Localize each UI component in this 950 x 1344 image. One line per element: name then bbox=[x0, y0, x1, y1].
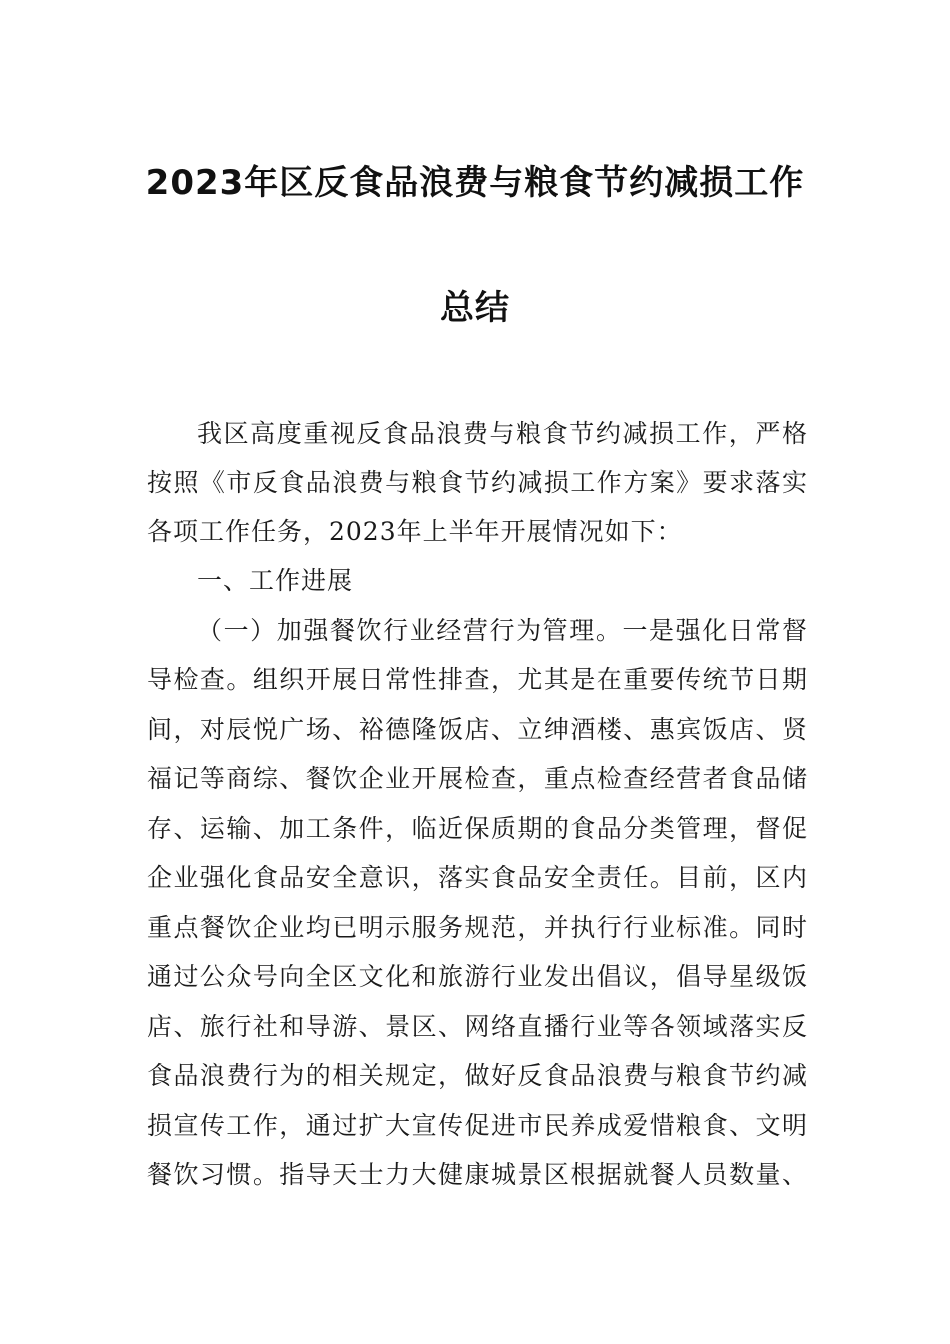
paragraph-2-line-9: 店、旅行社和导游、景区、网络直播行业等各领域落实反 bbox=[147, 1012, 807, 1041]
paragraph-1-line-3: 各项工作任务，2023年上半年开展情况如下： bbox=[147, 517, 683, 546]
paragraph-1-line-2: 按照《市反食品浪费与粮食节约减损工作方案》要求落实 bbox=[147, 468, 807, 497]
paragraph-2-line-1: （一）加强餐饮行业经营行为管理。一是强化日常督 bbox=[197, 616, 807, 645]
paragraph-2-line-2: 导检查。组织开展日常性排查，尤其是在重要传统节日期 bbox=[147, 665, 807, 694]
paragraph-2-line-8: 通过公众号向全区文化和旅游行业发出倡议，倡导星级饭 bbox=[147, 962, 807, 991]
section-heading: 一、工作进展 bbox=[197, 566, 354, 595]
paragraph-2-line-7: 重点餐饮企业均已明示服务规范，并执行行业标准。同时 bbox=[147, 913, 807, 942]
paragraph-2-line-5: 存、运输、加工条件，临近保质期的食品分类管理，督促 bbox=[147, 814, 807, 843]
paragraph-2-line-3: 间，对辰悦广场、裕德隆饭店、立绅酒楼、惠宾饭店、贤 bbox=[147, 715, 807, 744]
paragraph-2-line-11: 损宣传工作，通过扩大宣传促进市民养成爱惜粮食、文明 bbox=[147, 1111, 807, 1140]
paragraph-1-line-1: 我区高度重视反食品浪费与粮食节约减损工作，严格 bbox=[197, 419, 807, 448]
document-title-line-1: 2023年区反食品浪费与粮食节约减损工作 bbox=[145, 163, 805, 203]
paragraph-2-line-12: 餐饮习惯。指导天士力大健康城景区根据就餐人员数量、 bbox=[147, 1160, 807, 1189]
paragraph-2-line-10: 食品浪费行为的相关规定，做好反食品浪费与粮食节约减 bbox=[147, 1061, 807, 1090]
paragraph-2-line-6: 企业强化食品安全意识，落实食品安全责任。目前，区内 bbox=[147, 863, 807, 892]
paragraph-2-line-4: 福记等商综、餐饮企业开展检查，重点检查经营者食品储 bbox=[147, 764, 807, 793]
document-title-line-2: 总结 bbox=[440, 288, 510, 328]
